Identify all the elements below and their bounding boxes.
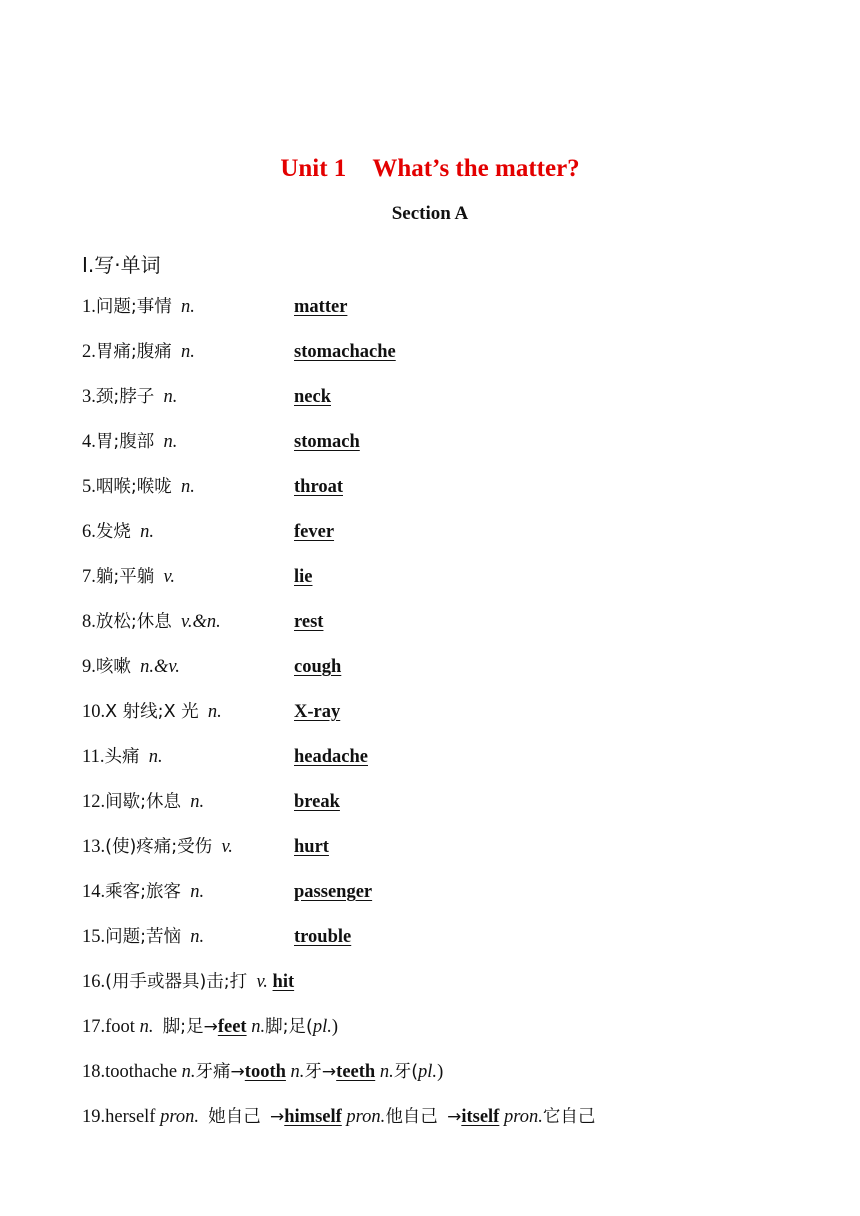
item-answer: feet	[217, 1017, 247, 1037]
item-pos: n.	[207, 702, 222, 722]
item-prompt	[82, 790, 204, 814]
item-number: 12.	[82, 792, 106, 812]
unit-topic: What’s the matter?	[372, 155, 580, 182]
item-chinese: 问题;事情	[95, 297, 172, 317]
item-number: 15.	[82, 927, 106, 947]
unit-label: Unit 1	[280, 155, 347, 182]
item-chinese-2: 他自己	[385, 1107, 438, 1127]
item-prompt	[82, 385, 177, 409]
item-number: 6.	[82, 522, 96, 542]
item-answer: hurt	[294, 837, 329, 857]
item-prompt	[82, 880, 204, 904]
item-pos: n.	[163, 387, 178, 407]
item-answer: lie	[294, 567, 313, 587]
item-chinese: 咳嗽	[95, 657, 131, 677]
item-answer: neck	[294, 387, 331, 407]
item-chinese: (用手或器具)击;打	[105, 972, 248, 992]
item-word: herself	[105, 1107, 156, 1127]
item-chinese: 间歇;休息	[105, 792, 182, 812]
item-chinese-3: 牙(	[393, 1062, 419, 1082]
item-pos: n.&v.	[140, 657, 180, 677]
item-number: 1.	[82, 297, 96, 317]
section-heading: Section A	[391, 203, 469, 224]
item-pos: n.	[140, 522, 154, 542]
item-prompt	[82, 610, 221, 634]
item-number: 8.	[82, 612, 96, 632]
arrow-icon: →	[321, 1062, 337, 1082]
item-word: toothache	[105, 1062, 178, 1082]
item-answer: stomach	[294, 432, 360, 452]
item-pos: v.	[221, 837, 233, 857]
item-chinese: 问题;苦恼	[105, 927, 182, 947]
item-pos: v.	[163, 567, 175, 587]
item-plural: pl.	[312, 1017, 332, 1037]
item-pos: n.	[148, 747, 163, 767]
item-answer: X-ray	[294, 702, 341, 722]
item-pos: v.&n.	[181, 612, 221, 632]
item-word: foot	[105, 1017, 135, 1037]
item-chinese: (使)疼痛;受伤	[105, 837, 213, 857]
item-prompt	[82, 430, 177, 454]
item-chinese: 咽喉;喉咙	[95, 477, 172, 497]
item-prompt	[82, 565, 175, 589]
item-number: 7.	[82, 567, 96, 587]
item-prompt	[82, 745, 163, 769]
item-number: 16.	[82, 972, 106, 992]
item-close: )	[331, 1017, 339, 1037]
item-prompt	[82, 295, 195, 319]
item-answer-2: teeth	[336, 1062, 376, 1082]
item-chinese: 放松;休息	[95, 612, 172, 632]
item-answer: hit	[272, 972, 295, 992]
item-answer: matter	[294, 297, 348, 317]
arrow-icon: →	[203, 1017, 218, 1037]
item-pos: n.	[181, 342, 195, 362]
item-answer: rest	[294, 612, 324, 632]
item-chinese-2: 脚;足(	[265, 1017, 313, 1037]
part-heading: Ⅰ.写·单词	[82, 253, 161, 277]
item-number: 18.	[82, 1062, 106, 1082]
item-prompt	[82, 925, 204, 949]
item-chinese: 她自己	[208, 1107, 261, 1127]
item-chinese: 胃;腹部	[95, 432, 155, 452]
item-answer: throat	[294, 477, 343, 497]
item-answer: passenger	[294, 882, 373, 902]
item-prompt	[82, 475, 195, 499]
item-prompt	[82, 835, 233, 859]
item-chinese: 胃痛;腹痛	[95, 342, 172, 362]
item-prompt	[82, 340, 195, 364]
item-pos-2: n.	[251, 1017, 266, 1037]
item-chinese: 发烧	[95, 522, 131, 542]
item-number: 3.	[82, 387, 96, 407]
item-chinese-3: 它自己	[542, 1107, 596, 1127]
item-answer: headache	[294, 747, 368, 767]
item-pos: n.	[181, 477, 195, 497]
item-answer: break	[294, 792, 340, 812]
item-chinese: 脚;足	[162, 1017, 204, 1037]
item-chinese: 乘客;旅客	[105, 882, 182, 902]
item-number: 4.	[82, 432, 96, 452]
item-number: 17.	[82, 1017, 106, 1037]
item-prompt	[82, 520, 154, 544]
item-pos-3: pron.	[503, 1107, 543, 1127]
item-pos-2: n.	[290, 1062, 305, 1082]
item-number: 9.	[82, 657, 96, 677]
item-answer: stomachache	[294, 342, 396, 362]
item-answer-1: himself	[284, 1107, 342, 1127]
item-pos: v.	[256, 972, 268, 992]
item-chinese: 颈;脖子	[95, 387, 155, 407]
item-pos: n.	[181, 297, 195, 317]
item-chinese: X 射线;X 光	[105, 702, 199, 722]
item-number: 5.	[82, 477, 96, 497]
item-pos: n.	[190, 927, 205, 947]
item-number: 11.	[82, 747, 105, 767]
item-pos-2: pron.	[346, 1107, 386, 1127]
item-number: 2.	[82, 342, 96, 362]
arrow-icon: →	[447, 1107, 462, 1127]
item-close: )	[437, 1062, 444, 1082]
item-pos: n.	[190, 792, 205, 812]
item-number: 19.	[82, 1107, 106, 1127]
item-answer: fever	[294, 522, 335, 542]
item-answer-2: itself	[461, 1107, 500, 1127]
arrow-icon: →	[230, 1062, 245, 1082]
item-number: 14.	[82, 882, 106, 902]
item-number: 10.	[82, 702, 106, 722]
item-prompt	[82, 655, 180, 679]
arrow-icon: →	[269, 1107, 285, 1127]
item-number: 13.	[82, 837, 106, 857]
item-pos: n.	[163, 432, 178, 452]
item-answer: trouble	[294, 927, 352, 947]
item-pos: n.	[181, 1062, 196, 1082]
item-chinese: 牙痛	[195, 1062, 231, 1082]
item-answer-1: tooth	[244, 1062, 286, 1082]
item-chinese: 躺;平躺	[95, 567, 155, 587]
item-pos: pron.	[160, 1107, 199, 1127]
item-pos: n.	[139, 1017, 154, 1037]
item-pos: n.	[190, 882, 205, 902]
page-title	[0, 155, 860, 183]
item-plural: pl.	[418, 1062, 438, 1082]
item-pos-3: n.	[379, 1062, 394, 1082]
item-prompt	[82, 700, 222, 724]
item-chinese: 头痛	[104, 747, 140, 767]
item-chinese-2: 牙	[304, 1062, 322, 1082]
item-answer: cough	[294, 657, 342, 677]
